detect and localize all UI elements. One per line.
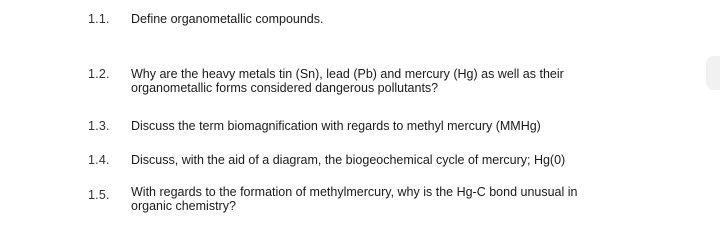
question-line: Define organometallic compounds.	[131, 12, 324, 26]
question-number: 1.3.	[88, 119, 110, 133]
question-line: With regards to the formation of methylmercury, why is the Hg-C bond unusual in	[131, 185, 578, 199]
question-text	[131, 12, 631, 27]
question-number: 1.5.	[88, 188, 110, 202]
question-text	[131, 185, 631, 213]
scan-edge-mark	[706, 56, 720, 90]
question-line: Discuss, with the aid of a diagram, the biogeochemical cycle of mercury; Hg(0)	[131, 153, 566, 167]
question-number: 1.4.	[88, 153, 110, 167]
question-line: Why are the heavy metals tin (Sn), lead (Pb) and mercury (Hg) as well as their	[131, 67, 564, 81]
question-line: Discuss the term biomagnification with regards to methyl mercury (MMHg)	[131, 119, 541, 133]
question-text	[131, 67, 631, 95]
question-line: organometallic forms considered dangerous pollutants?	[131, 81, 439, 95]
question-number: 1.1.	[88, 12, 110, 26]
question-line: organic chemistry?	[131, 199, 236, 213]
question-number: 1.2.	[88, 67, 110, 81]
question-text	[131, 153, 631, 168]
question-text	[131, 119, 631, 134]
